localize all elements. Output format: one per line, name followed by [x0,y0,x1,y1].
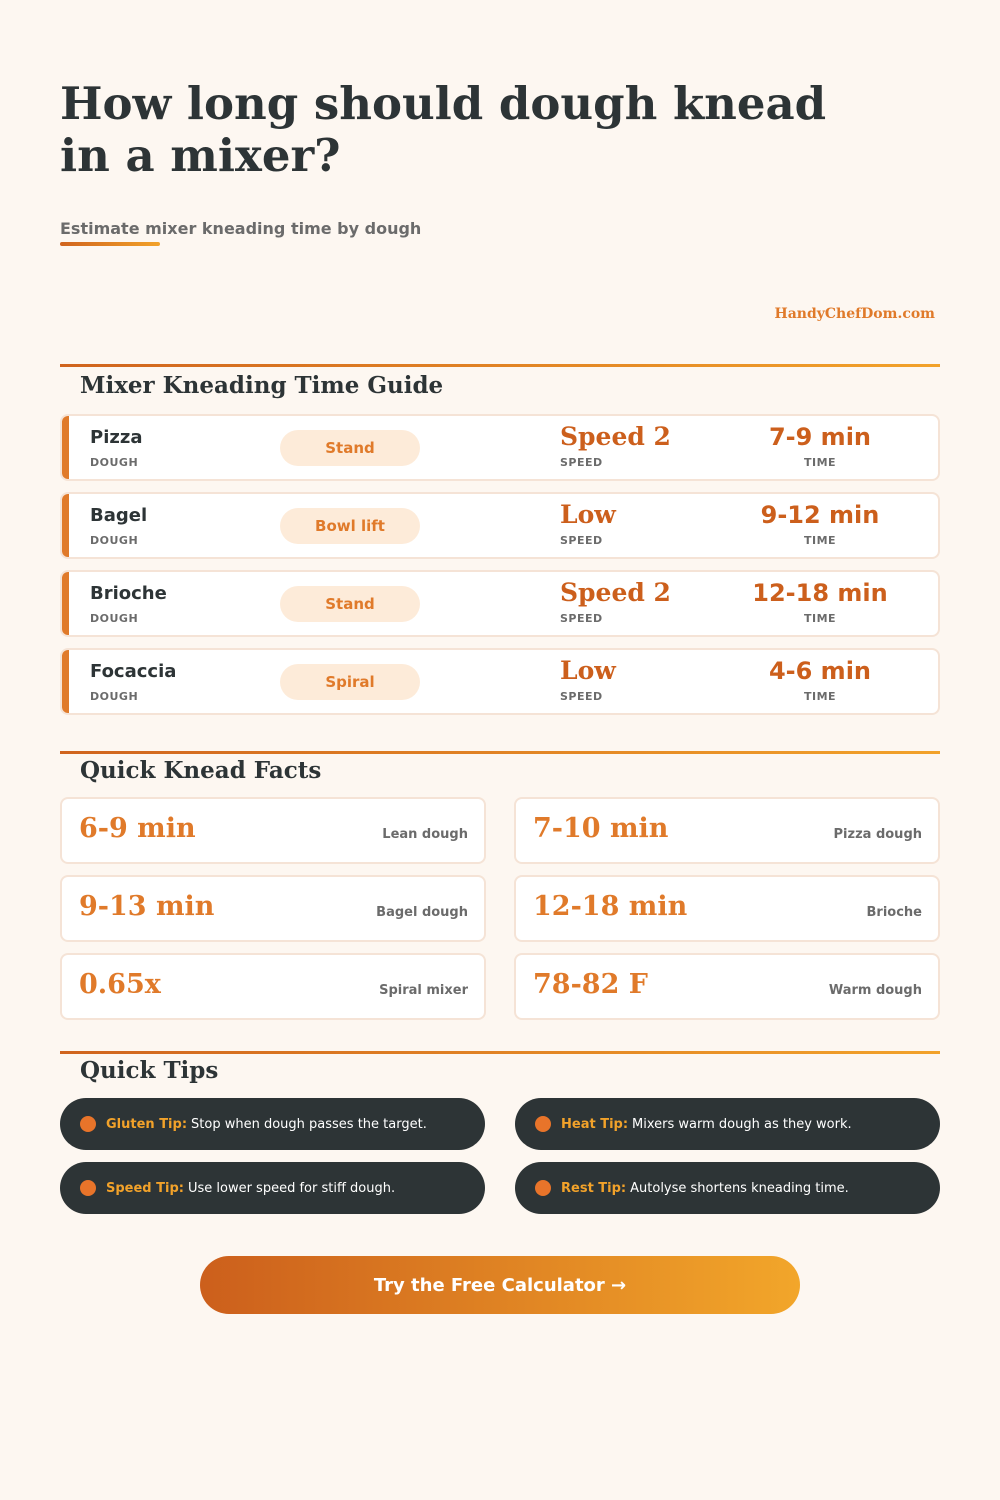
page-subtitle: Estimate mixer kneading time by dough [60,219,422,238]
time-label: TIME [803,534,837,547]
fact-label: Bagel dough [376,905,468,920]
tip-bullet-icon [535,1116,551,1132]
speed-value: Low [560,656,616,685]
tip-label: Rest Tip: [561,1180,627,1196]
fact-card-pizza-dough [514,797,940,864]
dough-name: Brioche [90,583,167,604]
time-value: 7-9 min [768,423,872,451]
speed-label: SPEED [560,456,603,469]
fact-card-spiral-mixer [60,953,486,1020]
fact-card-lean-dough [60,797,486,864]
time-label: TIME [803,456,837,469]
fact-label: Pizza dough [833,827,922,842]
row-accent-bar [62,572,69,635]
row-accent-bar [62,494,69,557]
fact-card-brioche [514,875,940,942]
tip-bullet-icon [80,1116,96,1132]
mixer-badge: Stand [280,430,420,466]
fact-label: Warm dough [828,983,922,998]
time-label: TIME [803,612,837,625]
time-value: 4-6 min [768,657,872,685]
guide-section-rule [60,364,940,367]
fact-value: 7-10 min [533,813,669,844]
guide-row-focaccia [60,648,940,715]
fact-label: Brioche [866,905,922,920]
fact-value: 6-9 min [79,813,196,844]
mixer-badge: Bowl lift [280,508,420,544]
dough-name: Focaccia [90,661,177,682]
speed-value: Speed 2 [560,578,671,607]
guide-row-bagel [60,492,940,559]
fact-value: 9-13 min [79,891,215,922]
tip-bullet-icon [80,1180,96,1196]
fact-card-warm-dough [514,953,940,1020]
facts-section-title: Quick Knead Facts [80,757,322,784]
speed-value: Speed 2 [560,422,671,451]
tip-bullet-icon [535,1180,551,1196]
tips-section-title: Quick Tips [80,1057,219,1084]
time-value: 12-18 min [752,579,888,607]
guide-row-pizza [60,414,940,481]
brand-link[interactable]: HandyChefDom.com [774,306,935,322]
fact-value: 0.65x [79,969,161,1000]
tip-text: Mixers warm dough as they work. [632,1116,852,1132]
speed-label: SPEED [560,690,603,703]
speed-value: Low [560,500,616,529]
tips-section-rule [60,1051,940,1054]
facts-section-rule [60,751,940,754]
tip-heat [515,1098,940,1150]
tip-rest [515,1162,940,1214]
fact-value: 78-82 F [533,969,648,1000]
fact-label: Spiral mixer [379,983,468,998]
dough-label: DOUGH [90,534,139,547]
row-accent-bar [62,416,69,479]
row-accent-bar [62,650,69,713]
guide-row-brioche [60,570,940,637]
tip-text: Stop when dough passes the target. [191,1116,427,1132]
dough-name: Bagel [90,505,148,526]
time-label: TIME [803,690,837,703]
speed-label: SPEED [560,612,603,625]
mixer-badge: Stand [280,586,420,622]
dough-label: DOUGH [90,612,139,625]
dough-label: DOUGH [90,690,139,703]
tip-label: Speed Tip: [106,1180,184,1196]
page-title: How long should dough knead in a mixer? [60,77,827,182]
tip-label: Gluten Tip: [106,1116,188,1132]
time-value: 9-12 min [760,501,880,529]
dough-label: DOUGH [90,456,139,469]
tip-text: Autolyse shortens kneading time. [630,1180,849,1196]
subtitle-underline [60,242,160,246]
fact-value: 12-18 min [533,891,688,922]
speed-label: SPEED [560,534,603,547]
fact-card-bagel-dough [60,875,486,942]
tip-speed [60,1162,485,1214]
free-calculator-button[interactable]: Try the Free Calculator → [200,1256,800,1314]
dough-name: Pizza [90,427,143,448]
tip-text: Use lower speed for stiff dough. [187,1180,396,1196]
mixer-badge: Spiral [280,664,420,700]
fact-label: Lean dough [382,827,468,842]
tip-label: Heat Tip: [561,1116,629,1132]
tip-gluten [60,1098,485,1150]
guide-section-title: Mixer Kneading Time Guide [80,372,444,399]
